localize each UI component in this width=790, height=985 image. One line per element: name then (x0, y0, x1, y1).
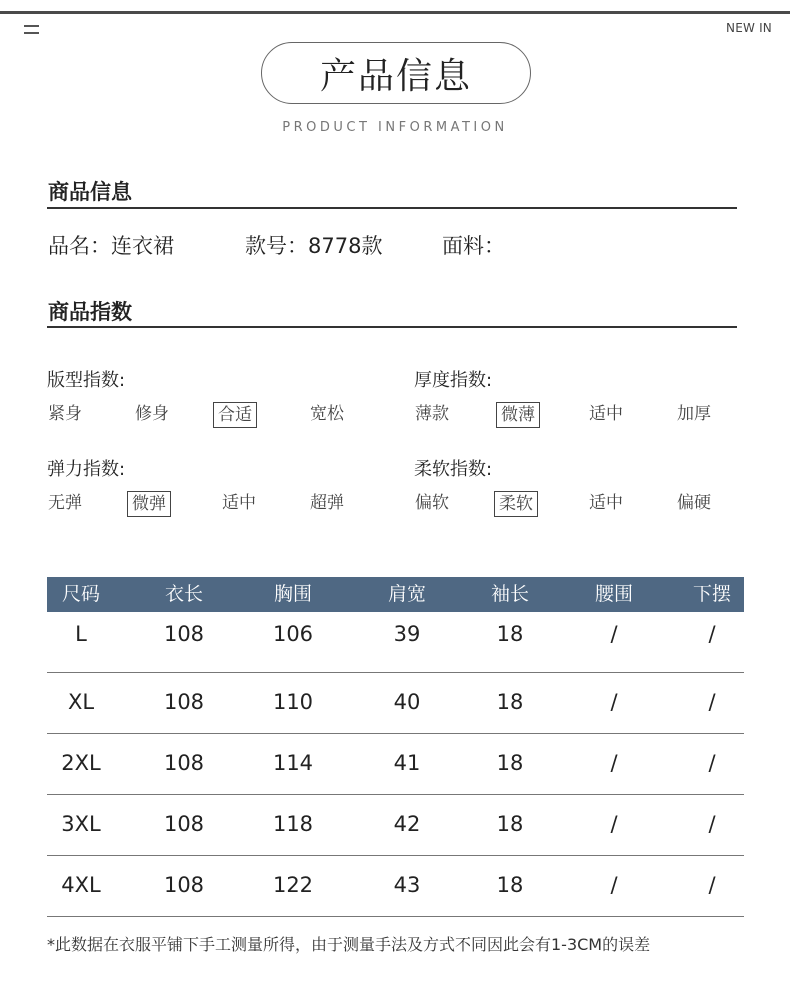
table-cell: 106 (272, 622, 314, 646)
column-header: 腰围 (594, 583, 633, 605)
table-row (47, 612, 744, 673)
index-options (47, 402, 344, 432)
table-cell: 43 (393, 873, 421, 897)
measurement-note: *此数据在衣服平铺下手工测量所得，由于测量手法及方式不同因此会有1-3CM的误差 (47, 935, 651, 954)
style-number: 款号：8778款 (245, 234, 383, 258)
table-cell: 41 (393, 751, 421, 775)
column-header: 衣长 (164, 583, 203, 605)
index-option-selected: 微弹 (127, 491, 171, 517)
index-option: 适中 (589, 404, 623, 424)
index-group (47, 366, 344, 432)
table-cell: / (708, 622, 716, 646)
new-in-label: NEW IN (726, 21, 772, 35)
table-cell: / (708, 812, 716, 836)
column-header: 下摆 (692, 583, 731, 605)
table-cell: 118 (272, 812, 314, 836)
index-label: 柔软指数: (414, 459, 493, 480)
page-title: 产品信息 (261, 42, 531, 104)
table-cell: 108 (163, 622, 205, 646)
fabric: 面料： (442, 234, 505, 258)
index-option: 加厚 (677, 404, 711, 424)
index-option-selected: 合适 (213, 402, 257, 428)
table-cell: 114 (272, 751, 314, 775)
section-divider (47, 326, 737, 328)
table-cell: 108 (163, 812, 205, 836)
table-header (47, 577, 744, 612)
table-cell: 4XL (61, 873, 101, 897)
table-cell: / (610, 873, 618, 897)
index-group (47, 455, 344, 521)
table-cell: / (610, 812, 618, 836)
indices-title: 商品指数 (48, 300, 132, 324)
table-cell: 18 (496, 622, 524, 646)
table-cell: 108 (163, 690, 205, 714)
table-cell: 40 (393, 690, 421, 714)
table-cell: 18 (496, 751, 524, 775)
table-cell: 42 (393, 812, 421, 836)
index-label: 弹力指数: (47, 459, 126, 480)
table-cell: 110 (272, 690, 314, 714)
top-border (0, 11, 790, 14)
table-cell: / (708, 690, 716, 714)
table-cell: 18 (496, 873, 524, 897)
column-header: 肩宽 (387, 583, 426, 605)
table-cell: / (610, 622, 618, 646)
page-subtitle: PRODUCT INFORMATION (282, 120, 508, 135)
index-label: 厚度指数: (414, 370, 493, 391)
table-cell: 39 (393, 622, 421, 646)
table-cell: 108 (163, 751, 205, 775)
product-info-title: 商品信息 (48, 180, 132, 204)
index-options (414, 402, 711, 432)
index-option: 薄款 (415, 404, 449, 424)
table-row (47, 734, 744, 795)
index-label: 版型指数: (47, 370, 126, 391)
column-header: 袖长 (490, 583, 529, 605)
table-body (47, 612, 744, 917)
index-group (414, 366, 711, 432)
table-cell: 122 (272, 873, 314, 897)
index-option: 超弹 (310, 493, 344, 513)
table-cell: / (610, 690, 618, 714)
table-cell: 3XL (61, 812, 101, 836)
index-option-selected: 柔软 (494, 491, 538, 517)
section-divider (47, 207, 737, 209)
index-option: 宽松 (310, 404, 344, 424)
index-option: 适中 (222, 493, 256, 513)
index-group (414, 455, 711, 521)
index-option: 偏软 (415, 493, 449, 513)
index-option: 紧身 (48, 404, 82, 424)
table-cell: / (708, 751, 716, 775)
table-row (47, 795, 744, 856)
index-options (414, 491, 711, 521)
table-cell: / (708, 873, 716, 897)
index-options (47, 491, 344, 521)
table-row (47, 673, 744, 734)
size-table (47, 577, 744, 917)
table-cell: 18 (496, 690, 524, 714)
index-option: 修身 (135, 404, 169, 424)
index-option: 适中 (589, 493, 623, 513)
table-cell: 2XL (61, 751, 101, 775)
column-header: 尺码 (61, 583, 100, 605)
table-row (47, 856, 744, 917)
index-option: 无弹 (48, 493, 82, 513)
column-header: 胸围 (273, 583, 312, 605)
table-cell: XL (67, 690, 95, 714)
menu-icon[interactable] (24, 25, 39, 37)
table-cell: 18 (496, 812, 524, 836)
product-name: 品名：连衣裙 (48, 234, 174, 258)
table-cell: L (75, 622, 87, 646)
table-cell: / (610, 751, 618, 775)
table-cell: 108 (163, 873, 205, 897)
index-option: 偏硬 (677, 493, 711, 513)
index-option-selected: 微薄 (496, 402, 540, 428)
